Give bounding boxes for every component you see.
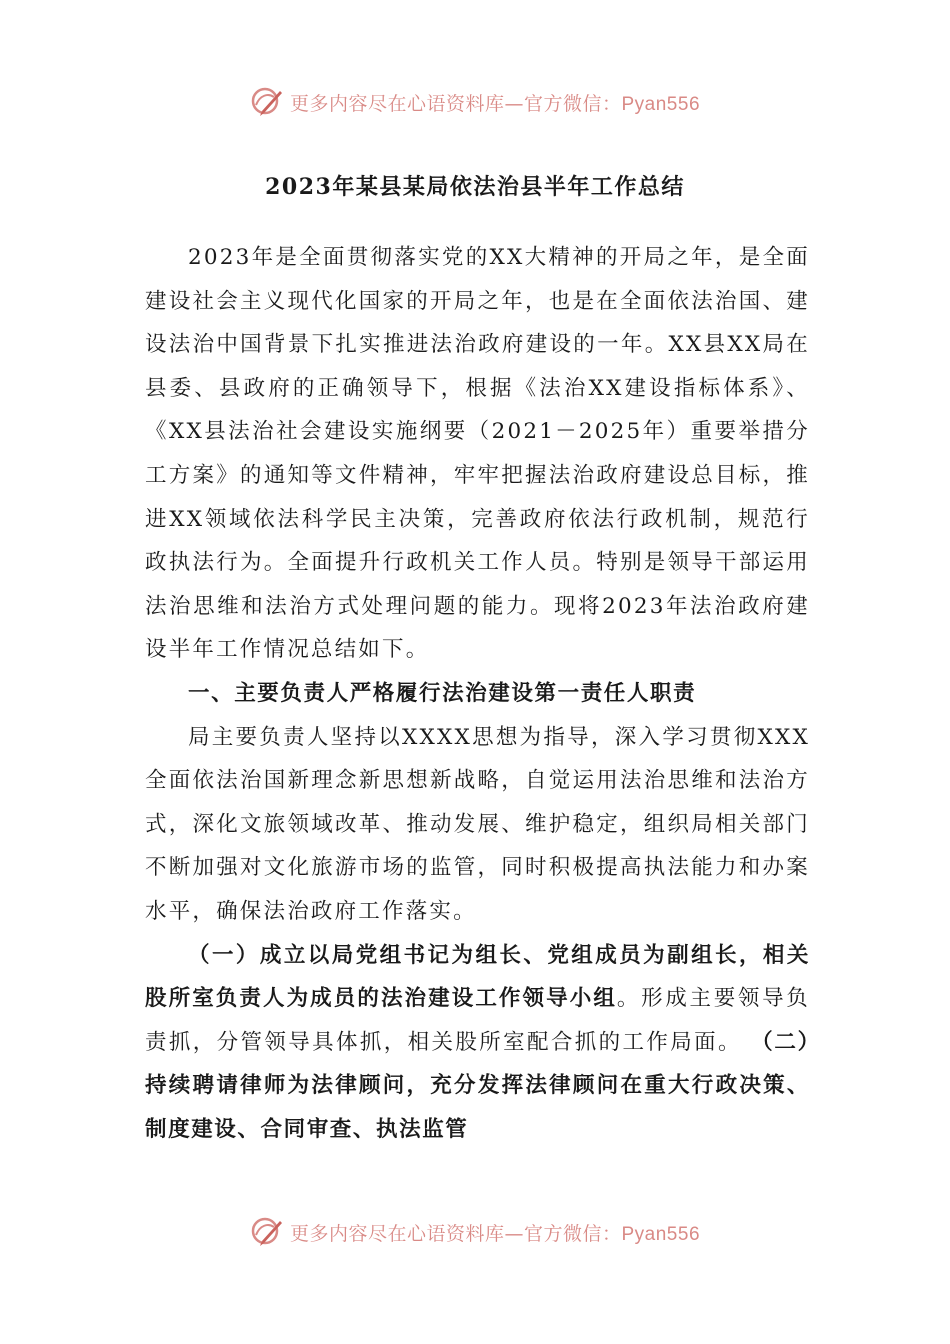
watermark-header [0,82,950,122]
watermark-wechat-id: Pyan556 [621,1223,701,1245]
watermark-text [290,1219,700,1246]
intro-paragraph: 2023年是全面贯彻落实党的XX大精神的开局之年，是全面建设社会主义现代化国家的开局之年，也是在全面依法治国、建设法治中国背景下扎实推进法治政府建设的一年。XX县XX局在县委、县政府的正确领导下，根据《法治XX建设指标体系》、《XX县法治社会建设实施纲要（2021－2025年）重要举措分工方案》的通知等文件精神，牢牢把握法治政府建设总目标，推进XX领域依法科学民主决策，完善政府依法行政机制，规范行政执法行为。全面提升行政机关工作人员。特别是领导干部运用法治思维和法治方式处理问题的能力。现将2023年法治政府建设半年工作情况总结如下。 [145,245,810,663]
section-heading-1: 一、主要负责人严格履行法治建设第一责任人职责 [188,680,697,706]
item-1-heading: （一）成立以局党组书记为组长、党组成员为副组长，相关股所室负责人为成员的法治建设工作领导小组 [145,942,810,1012]
item-1-text: 。形成主要领导负责抓，分管领导具体抓，相关股所室配合抓的工作局面。 [145,986,810,1055]
section-1-paragraph: 局主要负责人坚持以XXXX思想为指导，深入学习贯彻XXX全面依法治国新理念新思想新战略，自觉运用法治思维和法治方式，深化文旅领域改革、推动发展、维护稳定，组织局相关部门不断加强对文化旅游市场的监管，同时积极提高执法能力和办案水平，确保法治政府工作落实。 [145,724,810,924]
watermark-wechat-id: Pyan556 [621,93,701,115]
pen-logo-icon [250,1215,284,1249]
watermark-label: 更多内容尽在心语资料库—官方微信： [289,1222,622,1245]
item-2-heading: （二）持续聘请律师为法律顾问，充分发挥法律顾问在重大行政决策、制度建设、合同审查、执法监管 [145,1029,810,1142]
watermark-text [290,89,700,116]
watermark-footer [0,1212,950,1252]
document-title: 2023年某县某局依法治县半年工作总结 [265,174,685,200]
items-paragraph [145,934,810,1152]
document-body [145,236,810,1151]
watermark-label: 更多内容尽在心语资料库—官方微信： [289,92,622,115]
pen-logo-icon [250,85,284,119]
